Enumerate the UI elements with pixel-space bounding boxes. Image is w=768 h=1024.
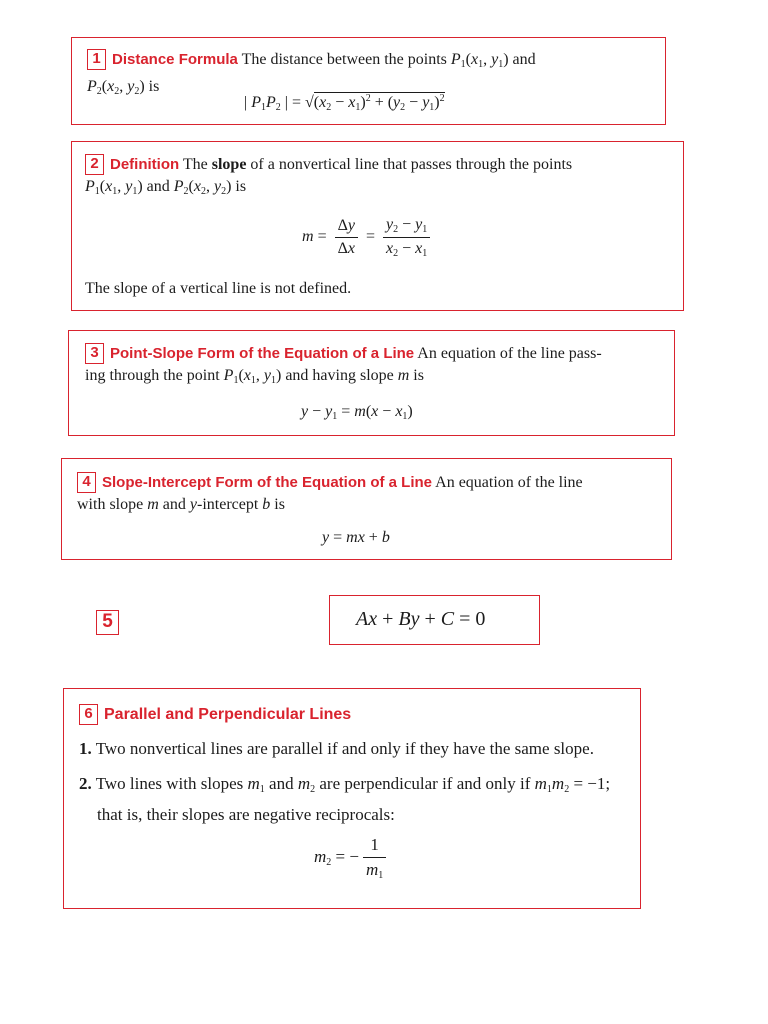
general-form-equation: Ax + By + C = 0 [356,608,486,630]
box6-item2-num: 2. [79,774,92,793]
box6-item1-num: 1. [79,739,92,758]
box2-footer: The slope of a vertical line is not defined. [85,280,352,297]
box3-text-b: ing through the point [85,367,220,384]
box3-is: is [413,367,424,384]
box2-text-a: The [182,156,208,173]
box3-heading: Point-Slope Form of the Equation of a Line [110,345,415,362]
box4-heading: Slope-Intercept Form of the Equation of a Line [102,474,433,491]
box6-item-1 [79,738,634,760]
box3-text-c: and having slope [285,367,394,384]
box6-item2-a: Two lines with slopes [95,774,244,793]
box6-heading-line [79,704,351,726]
box6-item1-text: Two nonvertical lines are parallel if and only if they have the same slope. [95,739,594,758]
box1-is: is [148,78,160,95]
box6-item2-d: that is, their slopes are negative reciprocals: [97,805,395,824]
box1-and: and [512,51,536,68]
box4-line1: 4 Slope-Intercept Form of the Equation of a Line An equation of the line with slope m and y-intercept b is [77,473,583,513]
reciprocal-equation: $m_2$ = − $\frac{1}{m_1}$ [314,835,390,881]
box3-text-a: An equation of the line pass- [417,345,602,362]
box4-text-a: An equation of the line [435,474,583,491]
box6-heading: Parallel and Perpendicular Lines [104,706,352,723]
slope-intercept-equation: y = mx + b [322,529,390,546]
box4-is: is [274,496,285,513]
box5-number: 5 [96,610,119,635]
box1-heading: Distance Formula [112,51,238,68]
box1-text-a: The distance between the points [241,51,447,68]
box4-number: 4 [77,472,96,493]
box2-and: and [146,178,170,195]
box-distance-formula [71,37,666,125]
box2-text-b: of a nonvertical line that passes through the points [250,156,573,173]
box6-number: 6 [79,704,98,725]
box-general-form [329,595,540,645]
box2-line1: 2 Definition The slope of a nonvertical line that passes through the points $P_1(x_1$, $y_1$) and $P_2(x_2$, $y_2$) is [85,155,573,197]
box6-item2-b: and [269,774,294,793]
box1-line1: 1 Distance Formula The distance between the points $P_1(x_1$, $y_1$) and $P_2(x_2$, $y_2$) is [87,50,536,97]
box4-text-c: and [162,496,186,513]
box2-number: 2 [85,154,104,175]
box3-number: 3 [85,343,104,364]
box1-number: 1 [87,49,106,70]
box-slope-intercept [61,458,672,560]
box2-slope-word: slope [211,156,247,173]
box4-text-b: with slope [77,496,144,513]
box3-line1: 3 Point-Slope Form of the Equation of a Line An equation of the line pass- ing through the point $P_1(x_1$, $y_1$) and having slope m is [85,344,602,386]
box1-p1: P [450,51,461,68]
point-slope-equation: $y - y_1 = m(x - x_1)$ [301,403,413,422]
box-parallel-perpendicular [63,688,641,909]
box-slope-definition [71,141,684,311]
box5-label [96,610,125,635]
box6-item-2: 2. Two lines with slopes $m_1$ and $m_2$ are perpendicular if and only if $m_1m_2 = -1$; that is, their slopes are negative reciprocals: [79,774,611,824]
box4-text-d: -intercept [197,496,259,513]
box-point-slope [68,330,675,436]
slope-equation: m = $\frac{\Delta y}{\Delta x}$ = $\frac{y_2 - y_1}{x_2 - x_1}$ [302,216,434,259]
box2-heading: Definition [110,156,180,173]
box6-item2-c: are perpendicular if and only if [319,774,531,793]
box2-is: is [235,178,247,195]
distance-equation: | $P_1P_2$ | = $√(x_2 - x_1)^2 + (y_2 - y_1)^2$ [244,93,445,113]
